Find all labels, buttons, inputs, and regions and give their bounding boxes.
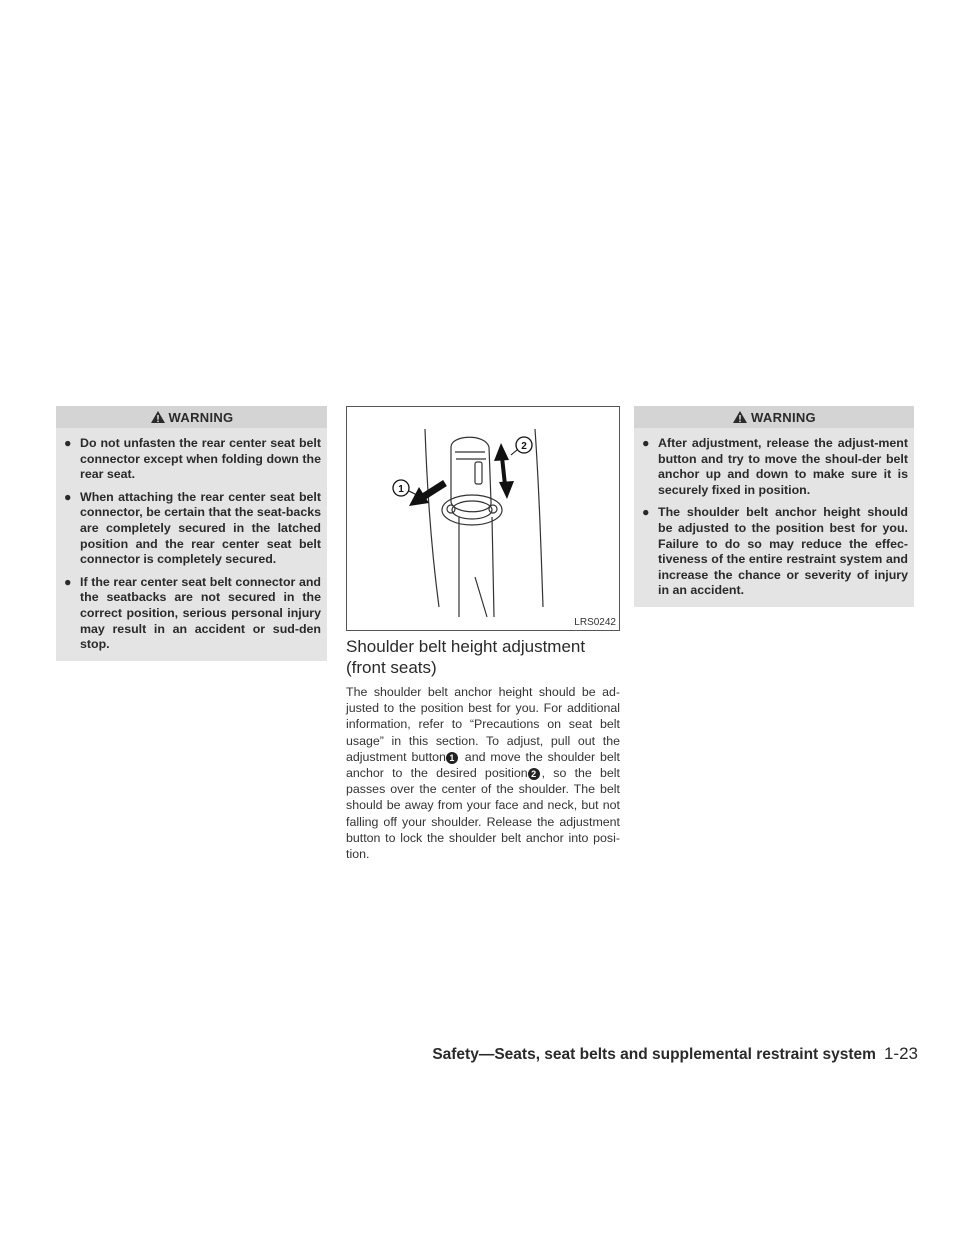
warning-heading: WARNING — [168, 409, 234, 425]
warning-list — [56, 428, 327, 661]
up-down-arrow-icon — [494, 443, 514, 499]
callout-1 — [393, 480, 417, 496]
warning-item: ● If the rear center seat belt connector and the seatbacks are not secured in the correct position, serious personal injury may result in an accident or sud-den stop. — [64, 574, 321, 652]
shoulder-belt-illustration — [347, 407, 619, 630]
footer-chapter-title: Safety—Seats, seat belts and supplemental restraint system — [432, 1046, 876, 1063]
warning-icon — [150, 410, 166, 424]
warning-item: ● When attaching the rear center seat belt connector, be certain that the seat-backs are completely secured in the latched position and the rear center seat belt connector is completely secured. — [64, 489, 321, 567]
shoulder-belt-figure — [346, 406, 620, 631]
bullet-icon: ● — [642, 436, 650, 450]
warning-item: ● The shoulder belt anchor height should be adjusted to the position best for you. Failure to do so may reduce the effec-tiveness of the entire restraint system and increase the chance or severity of injury in an accident. — [642, 505, 908, 598]
warning-header — [56, 406, 327, 428]
svg-text:1: 1 — [398, 484, 404, 495]
warning-icon — [732, 410, 748, 424]
svg-text:2: 2 — [521, 441, 527, 452]
warning-list — [634, 428, 914, 607]
page-footer — [432, 1044, 918, 1064]
pull-arrow-icon — [409, 483, 445, 506]
page-number: 1-23 — [883, 1044, 918, 1063]
callout-2 — [511, 437, 532, 455]
section-body: The shoulder belt anchor height should be ad-justed to the position best for you. For additional information, refer to “Precautions on seat belt usage” in this section. To adjust, pull out the adjustment button 1 and move the shoulder belt anchor to the desired position 2 , so the belt passes over the center of the shoulder. The belt should be away from your face and neck, but not falling off your shoulder. Release the adjustment button to lock the shoulder belt anchor into posi-tion. — [346, 685, 621, 862]
bullet-icon: ● — [642, 505, 650, 520]
bullet-icon: ● — [64, 574, 72, 589]
bullet-icon: ● — [64, 489, 72, 504]
warning-item: ● After adjustment, release the adjust-ment button and try to move the shoul-der belt anchor up and down to make sure it is securely fixed in position. — [642, 436, 908, 497]
right-warning-box — [634, 406, 914, 607]
section-title: Shoulder belt height adjustment (front seats) — [346, 637, 586, 677]
warning-heading: WARNING — [751, 409, 816, 425]
warning-header — [634, 406, 914, 428]
left-warning-box — [56, 406, 327, 661]
warning-item: ● Do not unfasten the rear center seat belt connector except when folding down the rear seat. — [64, 436, 321, 482]
reference-1-icon: 1 — [446, 752, 458, 764]
bullet-icon: ● — [64, 436, 72, 450]
reference-2-icon: 2 — [528, 768, 540, 780]
figure-code: LRS0242 — [574, 617, 616, 628]
